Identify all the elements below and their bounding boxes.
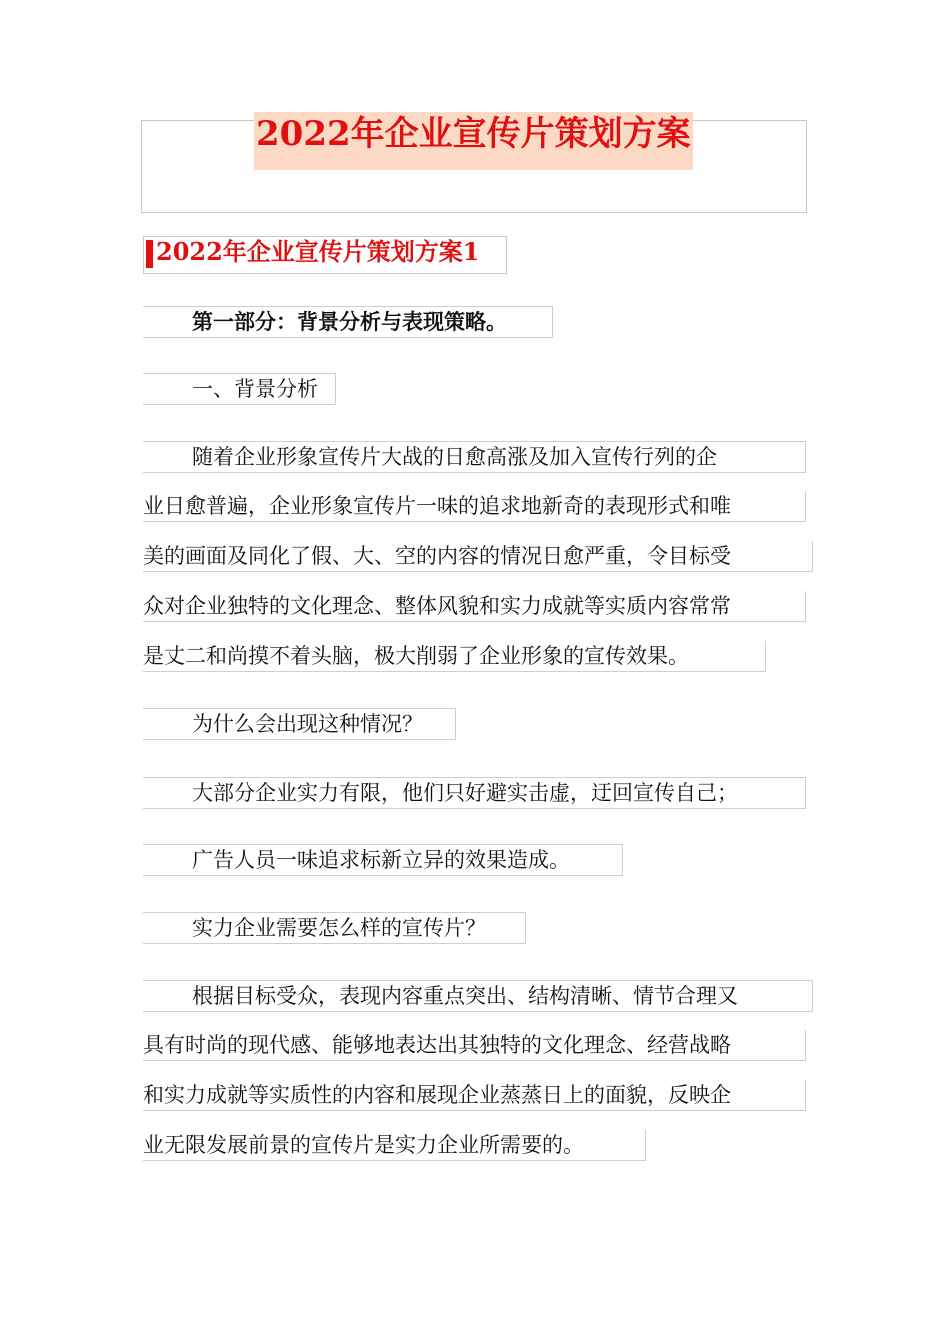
paragraph-line: 根据目标受众，表现内容重点突出、结构清晰、情节合理又 <box>143 980 813 1012</box>
question-why: 为什么会出现这种情况？ <box>143 708 456 740</box>
paragraph-line: 具有时尚的现代感、能够地表达出其独特的文化理念、经营战略 <box>143 1030 806 1061</box>
question-what: 实力企业需要怎么样的宣传片？ <box>143 912 526 944</box>
paragraph-line: 美的画面及同化了假、大、空的内容的情况日愈严重，令目标受 <box>143 541 813 572</box>
answer-line: 大部分企业实力有限，他们只好避实击虚，迂回宣传自己； <box>143 777 806 809</box>
paragraph-line: 众对企业独特的文化理念、整体风貌和实力成就等实质内容常常 <box>143 591 806 622</box>
answer-line: 广告人员一味追求标新立异的效果造成。 <box>143 844 623 876</box>
paragraph-line: 随着企业形象宣传片大战的日愈高涨及加入宣传行列的企 <box>143 441 806 473</box>
paragraph-line: 和实力成就等实质性的内容和展现企业蒸蒸日上的面貌，反映企 <box>143 1080 806 1111</box>
paragraph-line: 业日愈普遍，企业形象宣传片一味的追求地新奇的表现形式和唯 <box>143 491 806 522</box>
subheading-background: 一、背景分析 <box>143 373 336 405</box>
paragraph-line: 业无限发展前景的宣传片是实力企业所需要的。 <box>143 1130 646 1161</box>
section-heading: 2022年企业宣传片策划方案1 <box>143 236 507 274</box>
document-title: 2022年企业宣传片策划方案 <box>254 112 693 170</box>
paragraph-line: 是丈二和尚摸不着头脑，极大削弱了企业形象的宣传效果。 <box>143 641 766 672</box>
part-heading: 第一部分：背景分析与表现策略。 <box>143 306 553 338</box>
